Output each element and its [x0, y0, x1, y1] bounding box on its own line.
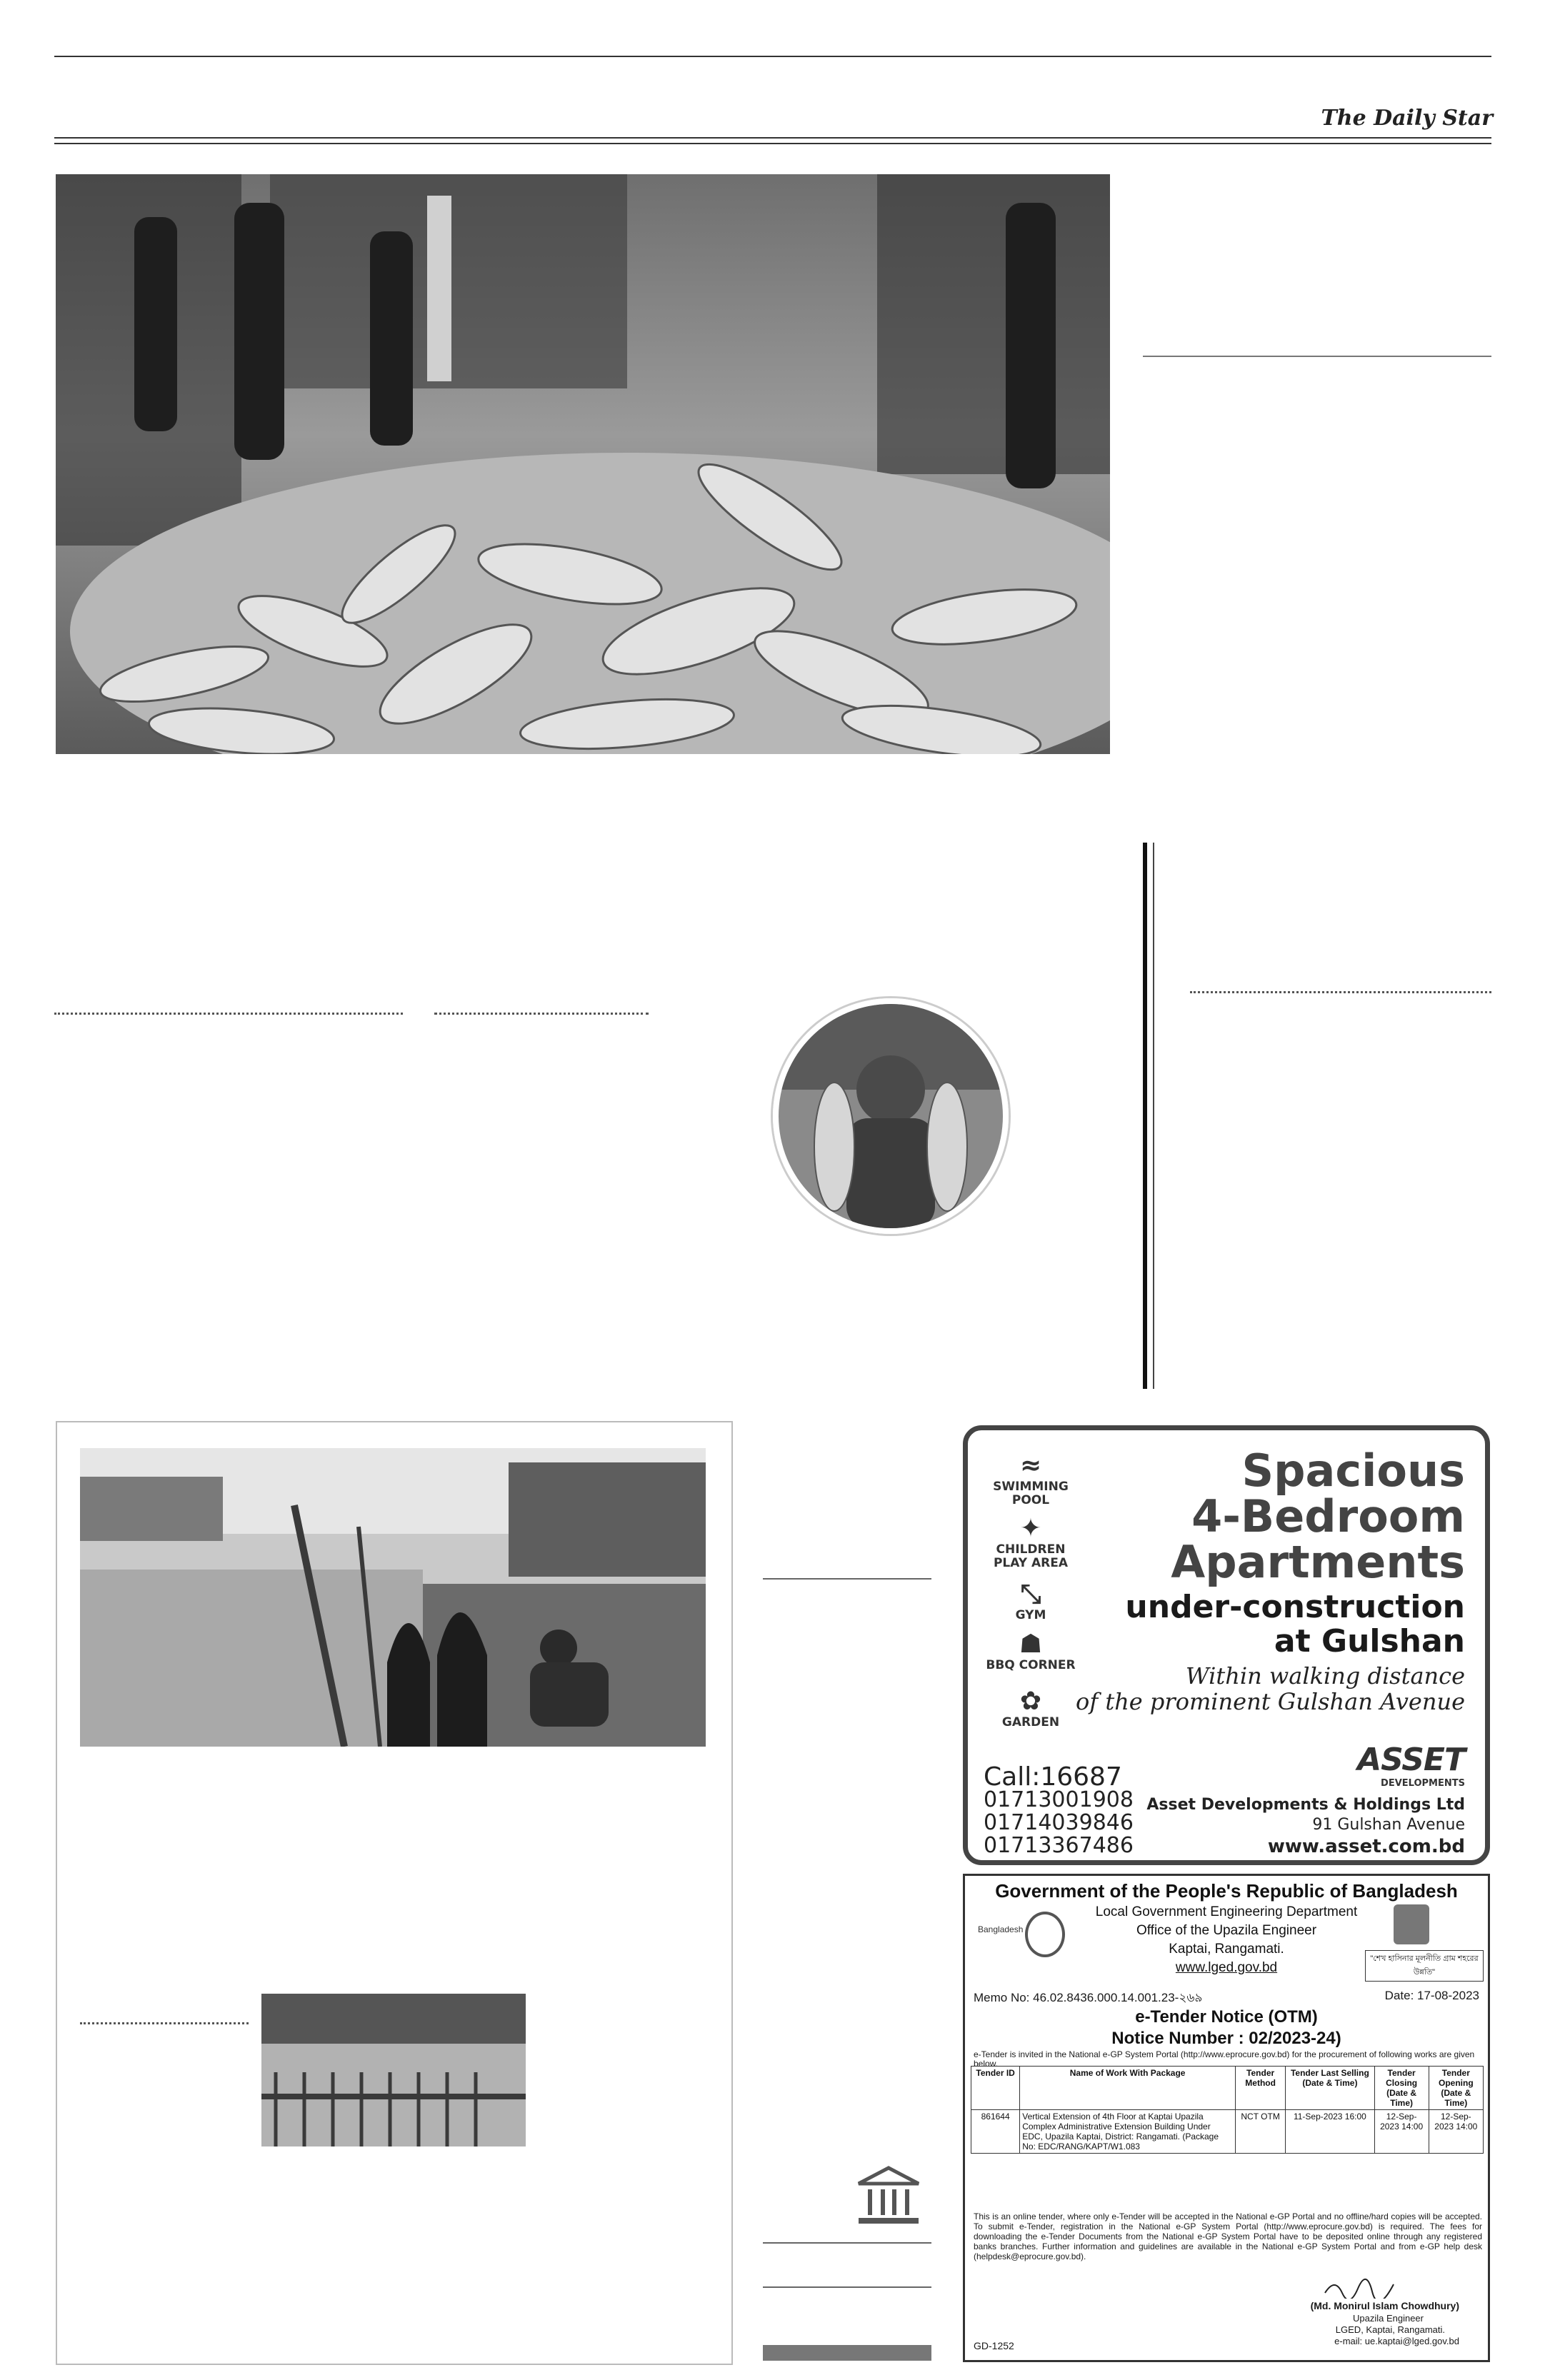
tender-signer-office: LGED, Kaptai, Rangamati. — [1335, 2324, 1445, 2335]
tender-date: Date: 17-08-2023 — [1384, 1989, 1479, 2002]
dumbbell-icon: ⤡ — [1020, 1580, 1041, 1609]
vertical-divider — [1143, 843, 1147, 1389]
header-rule-2 — [54, 143, 1491, 144]
narrow-column-rule — [763, 1578, 931, 1580]
main-photo-hilsa-market — [56, 174, 1110, 754]
ad-headline-3: Apartments — [1171, 1536, 1465, 1588]
ad-phone-3: 01713367486 — [984, 1833, 1134, 1858]
column-rule-3 — [1190, 991, 1491, 993]
amenity-gym: ⤡ GYM — [981, 1580, 1081, 1622]
ad-headline-2: 4-Bedroom — [1191, 1490, 1465, 1542]
vertical-divider-thin — [1153, 843, 1154, 1389]
ad-phone-list — [984, 1762, 1134, 1858]
tender-gd-number: GD-1252 — [974, 2340, 1014, 2351]
ad-subhead-1: under-construction — [1125, 1589, 1465, 1625]
ad-phone-1: 01713001908 — [984, 1787, 1134, 1812]
tender-dept: Local Government Engineering Department — [1095, 1904, 1358, 1919]
amenity-garden: ✿ GARDEN — [981, 1687, 1081, 1729]
swimming-icon: ≈ — [1019, 1451, 1042, 1480]
column-rule-2 — [434, 1013, 649, 1015]
tender-notice-number: Notice Number : 02/2023-24) — [1111, 2029, 1341, 2048]
ad-address: 91 Gulshan Avenue — [1312, 1816, 1465, 1834]
asset-logo-sub: DEVELOPMENTS — [1381, 1778, 1465, 1789]
tender-footer-text: This is an online tender, where only e-Tender will be accepted in the National e-GP Portal and no offline/hard copies will be accepted. To submit e-Tender, registration in the National e-GP System Portal (http://www.eprocure.gov.bd) is required. The fees for downloading the e-Tender Documents from the National e-GP System Portal have to be deposited online through any registered banks branches. Further information and guidelines are available in the National e-GP System Portal and from e-GP help desk (helpdesk@eprocure.gov.bd). — [974, 2211, 1482, 2261]
fifty-emblem — [1025, 1912, 1065, 1957]
apartment-ad — [963, 1425, 1490, 1865]
ad-company: Asset Developments & Holdings Ltd — [1146, 1796, 1465, 1814]
amenity-children-play: ✦ CHILDREN PLAY AREA — [981, 1515, 1081, 1570]
portrait-emblem — [1394, 1904, 1429, 1944]
tender-notice-ad — [963, 1874, 1490, 2362]
asset-logo — [1322, 1742, 1465, 1789]
signature — [1322, 2277, 1401, 2299]
tender-office: Office of the Upazila Engineer — [1136, 1923, 1317, 1938]
stilt-houses-photo — [261, 1994, 526, 2146]
top-rule — [54, 56, 1491, 57]
amenity-bbq: ☗ BBQ CORNER — [981, 1630, 1081, 1672]
ad-tagline-1: Within walking distance — [1185, 1662, 1465, 1689]
tender-intro: e-Tender is invited in the National e-GP System Portal (http://www.eprocure.gov.bd) for the procurement of following works are given below. — [974, 2049, 1475, 2069]
right-column-rule-top — [1143, 356, 1491, 357]
ad-website: www.asset.com.bd — [1267, 1836, 1465, 1857]
amenity-swimming-pool: ≈ SWIMMING POOL — [981, 1452, 1081, 1507]
narrow-column-bar — [763, 2345, 931, 2361]
bangladesh-50-logo: Bangladesh — [978, 1907, 1064, 1957]
header-rule-1 — [54, 137, 1491, 139]
ad-call-number: Call:16687 — [984, 1762, 1122, 1792]
flood-river-photo — [80, 1448, 706, 1747]
ad-headline-1: Spacious — [1241, 1445, 1465, 1497]
tender-place: Kaptai, Rangamati. — [1169, 1942, 1284, 1957]
boxed-story-rule — [80, 2022, 249, 2024]
tender-memo: Memo No: 46.02.8436.000.14.001.23-২৬৯ — [974, 1991, 1203, 2004]
tender-table-header: Tender ID Name of Work With Package Tender Method Tender Last Selling (Date & Time) Tender Closing (Date & Time) Tender Opening (Date & Time) — [971, 2067, 1484, 2110]
children-icon: ✦ — [1019, 1514, 1042, 1543]
ad-phone-2: 01714039846 — [984, 1810, 1134, 1835]
tender-table — [971, 2066, 1484, 2154]
narrow-column-rule-3 — [763, 2286, 931, 2288]
tender-signer-email: e-mail: ue.kaptai@lged.gov.bd — [1334, 2336, 1459, 2346]
fish-seller-portrait — [773, 998, 1009, 1234]
bbq-icon: ☗ — [1019, 1630, 1043, 1659]
tender-govt: Government of the People's Republic of Bangladesh — [995, 1880, 1458, 1902]
ad-tagline-2: of the prominent Gulshan Avenue — [1076, 1688, 1465, 1715]
tender-title: e-Tender Notice (OTM) — [1135, 2007, 1318, 2027]
tender-signer: (Md. Monirul Islam Chowdhury) — [1310, 2300, 1459, 2311]
tender-signer-title: Upazila Engineer — [1352, 2313, 1424, 2324]
table-row: 861644 Vertical Extension of 4th Floor at Kaptai Upazila Complex Administrative Extension Building Under EDC, Upazila Kaptai, District: Rangamati. (Package No: EDC/RANG/KAPT/W1.083 NCT OTM 11-Sep-2023 16:00 12-Sep-2023 14:00 12-Sep-2023 14:00 — [971, 2110, 1484, 2154]
tender-quote: "শেখ হাসিনার মূলনীতি গ্রাম শহরের উন্নতি" — [1365, 1950, 1484, 1982]
flower-icon: ✿ — [1019, 1687, 1042, 1716]
column-rule-1 — [54, 1013, 403, 1015]
narrow-column-rule-2 — [763, 2242, 931, 2244]
library-icon — [854, 2165, 923, 2226]
tender-web: www.lged.gov.bd — [1175, 1960, 1278, 1975]
ad-subhead-2: at Gulshan — [1274, 1623, 1465, 1660]
masthead-logo: The Daily Star — [1321, 106, 1493, 131]
asset-logo-word: ASSET — [1357, 1742, 1465, 1778]
